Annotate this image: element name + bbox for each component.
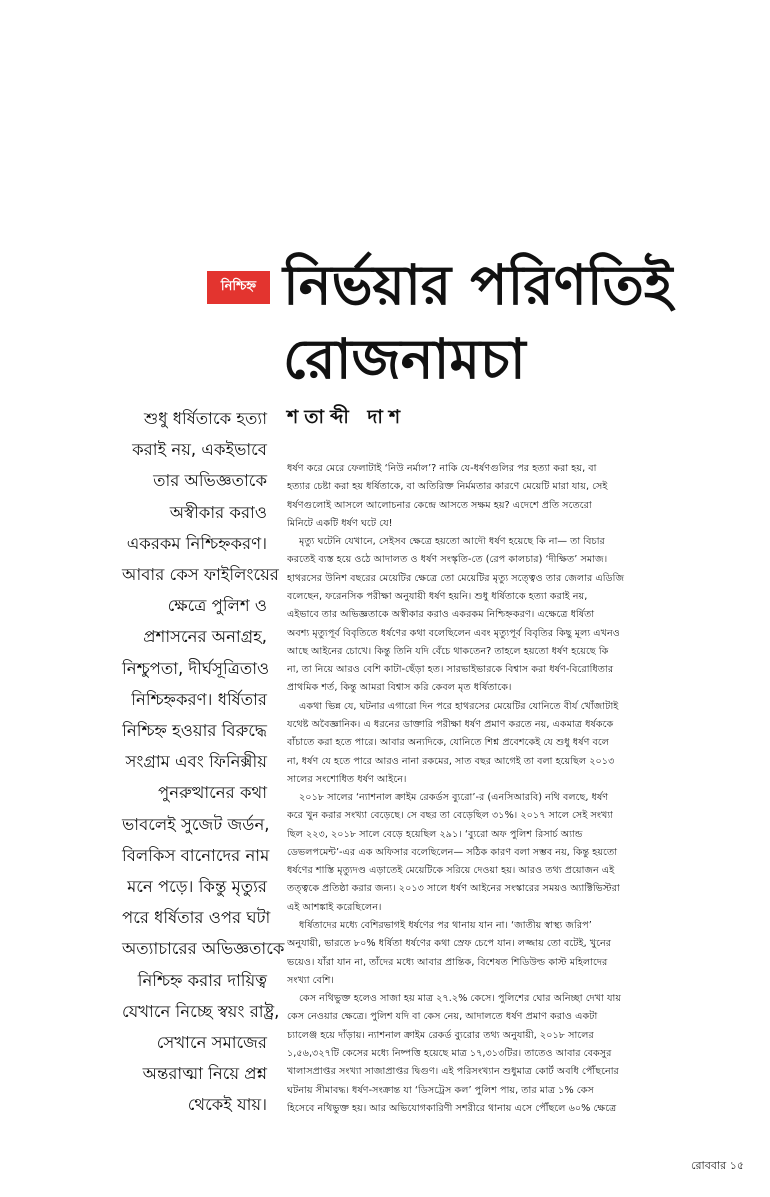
pull-quote-line: নিশ্চিহ্ন করার দায়িত্ব [137, 970, 267, 990]
pull-quote-line: বিলকিস বানোদের নাম [122, 845, 270, 865]
headline [283, 248, 753, 396]
article-line: বাঁচাতে করা হতে পারে। আবার অন্যদিকে, যোনিতে শিশ্ন প্রবেশকেই যে শুধু ধর্ষণ বলে [287, 737, 610, 749]
pull-quote-line: পুনরুত্থানের কথা [158, 783, 267, 803]
article-line: মিনিটে একটি ধর্ষণ ঘটে যে! [287, 517, 393, 529]
article-line: ডেভলপমেন্ট’-এর এক অফিসার বলেছিলেন— সঠিক কারণ বলা সম্ভব নয়, কিন্তু হয়তো [287, 846, 618, 858]
pull-quote-line: পরে ধর্ষিতার ওপর ঘটা [122, 908, 271, 928]
pull-quote-line: অস্বীকার করাও [169, 502, 267, 522]
article-line: হত্যার চেষ্টা করা হয় ধর্ষিতাকে, বা অতিরিক্ত নির্মমতার কারণে মেয়েটি মারা যায়, সেই [287, 481, 608, 493]
article-body [287, 460, 753, 1118]
article-line: প্রাথমিক শর্ত, কিন্তু আমরা বিশ্বাস করি কেবল মৃত ধর্ষিতাকে। [287, 682, 512, 694]
pull-quote-line: নিশ্চিহ্নকরণ। ধর্ষিতার [131, 689, 267, 709]
article-line: করে খুন করার সংখ্যা বেড়েছে। সে বছর তা বেড়েছিল ৩১%। ২০১৭ সালে সেই সংখ্যা [287, 810, 613, 822]
pull-quote-line: আবার কেস ফাইলিংয়ের [122, 565, 279, 585]
article-line: না, তা নিয়ে আরও বেশি কাটা-ছেঁড়া হত। সারভাইভারকে বিশ্বাস করা ধর্ষণ-বিরোধিতার [287, 664, 614, 676]
article-line: বলেছেন, ফরেনসিক পরীক্ষা অনুযায়ী ধর্ষণ হয়নি। শুধু ধর্ষিতাকে হত্যা করাই নয়, [287, 590, 588, 602]
pull-quote [122, 403, 285, 1121]
headline-line: রোজনামচা [283, 327, 526, 391]
article-line: চ্যালেঞ্জ হয়ে দাঁড়ায়। ন্যাশনাল ক্রাইম রেকর্ড ব্যুরোর তথ্য অনুযায়ী, ২০১৮ সালের [287, 1029, 594, 1041]
pull-quote-line: ক্ষেত্রে পুলিশ ও [167, 596, 267, 616]
article-line: ঘটনায় সীমাবদ্ধ। ধর্ষণ-সংক্রান্ত যা ‘ডিসট্রেস কল’ পুলিশ পায়, তার মাত্র ১% কেস [287, 1084, 594, 1096]
article-line: ছিল ২২৩, ২০১৮ সালে বেড়ে হয়েছিল ২৯১। ‘ব্যুরো অফ পুলিশ রিসার্চ অ্যান্ড [287, 828, 583, 840]
article-line: হিসেবে নথিভুক্ত হয়। আর অভিযোগকারিণী সশরীরে থানায় এসে পৌঁছলে ৬০% ক্ষেত্রে [287, 1102, 617, 1114]
section-tag: নিশ্চিহ্ন [207, 271, 270, 304]
article-line: ১,৫৬,৩২৭টি কেসের মধ্যে নিষ্পত্তি হয়েছে মাত্র ১৭,৩১৩টির। তাতেও আবার বেকসুর [287, 1048, 612, 1059]
page-footer: রোববার ১৫ [691, 1159, 744, 1172]
pull-quote-line: অন্তরাত্মা নিয়ে প্রশ্ন [142, 1064, 267, 1084]
pull-quote-line: শুধু ধর্ষিতাকে হত্যা [144, 409, 267, 428]
pull-quote-line: থেকেই যায়। [187, 1095, 267, 1115]
article-line: আছে আইনের চোখে। কিন্তু তিনি যদি বেঁচে থাকতেন? তাহলে হয়তো ধর্ষণ হয়েছে কি [287, 645, 609, 657]
pull-quote-line: সেখানে সমাজের [156, 1033, 267, 1053]
pull-quote-line: সংগ্রাম এবং ফিনিক্সীয় [125, 752, 267, 772]
pull-quote-line: একরকম নিশ্চিহ্নকরণ। [126, 533, 267, 553]
article-line: এই আশঙ্কাই করেছিলেন। [287, 901, 382, 913]
article-line: যথেষ্ট অবৈজ্ঞানিক। এ ধরনের ডাক্তারি পরীক্ষা ধর্ষণ প্রমাণ করতে নয়, একমাত্র ধর্ষককে [287, 718, 614, 730]
article-line: করতেই ব্যস্ত হয়ে ওঠে আদালত ও ধর্ষণ সংস্কৃতি-তে (রেপ কালচার) ‘দীক্ষিত’ সমাজ। [287, 554, 608, 566]
article-line: সংখ্যা বেশি। [287, 974, 334, 986]
article-line: ধর্ষণের শাস্তি মৃত্যুদণ্ড এড়াতেই মেয়েটিকে সরিয়ে দেওয়া হয়। আরও তথ্য প্রয়োজন এই [287, 865, 615, 877]
pull-quote-line: ভাবলেই সুজেট জর্ডন, [122, 814, 270, 834]
article-line: ধর্ষণ করে মেরে ফেলাটাই ‘নিউ নর্মাল’? নাকি যে-ধর্ষণগুলির পর হত্যা করা হয়, বা [287, 463, 597, 474]
article-line: খালাসপ্রাপ্তর সংখ্যা সাজাপ্রাপ্তর দ্বিগুণ। এই পরিসংখ্যান শুধুমাত্র কোর্ট অবধি পৌঁছনোর [287, 1066, 619, 1078]
pull-quote-line: নিশ্চুপতা, দীর্ঘসূত্রিতাও [122, 658, 270, 678]
pull-quote-line: অত্যাচারের অভিজ্ঞতাকে [122, 939, 285, 959]
article-line: ধর্ষণগুলোই আসলে আলোচনার কেন্দ্রে আসতে সক্ষম হয়? এদেশে প্রতি সতেরো [287, 499, 592, 511]
pull-quote-line: নিশ্চিহ্ন হওয়ার বিরুদ্ধে [122, 721, 267, 741]
article-line: অনুযায়ী, ভারতে ৮০% ধর্ষিতা ধর্ষণের কথা স্রেফ চেপে যান। লজ্জায় তো বটেই, খুনের [287, 938, 612, 950]
article-line: একথা ভিন্ন যে, ঘটনার এগারো দিন পরে হাথরসের মেয়েটির যোনিতে বীর্য খোঁজাটাই [299, 700, 619, 712]
headline-line: নির্ভয়ার পরিণতিই [283, 253, 673, 317]
pull-quote-line: প্রশাসনের অনাগ্রহ, [143, 627, 267, 647]
author-byline: শতাব্দী দাশ [287, 406, 407, 428]
article-line: কেস নথিভুক্ত হলেও সাজা হয় মাত্র ২৭.২% কেসে। পুলিশের ঘোর অনিচ্ছা দেখা যায় [299, 993, 622, 1005]
pull-quote-line: যেখানে নিচ্ছে স্বয়ং রাষ্ট্র, [122, 1001, 280, 1021]
article-line: হাথরসের উনিশ বছরের মেয়েটির ক্ষেত্রে তো মেয়েটির মৃত্যু সত্ত্বেও তার জেলার এডিজি [287, 572, 625, 584]
article-line: ভয়েও। যাঁরা যান না, তাঁদের মধ্যে আবার প্রান্তিক, বিশেষত শিডিউল্ড কাস্ট মহিলাদের [287, 956, 608, 968]
article-line: অবশ্য মৃত্যুপূর্ব বিবৃতিতে ধর্ষণের কথা বলেছিলেন এবং মৃত্যুপূর্ব বিবৃতির কিছু মূল্য এখনও [287, 627, 620, 639]
article-line: না, ধর্ষণ যে হতে পারে আরও নানা রকমের, সাত বছর আগেই তা বলা হয়েছিল ২০১৩ [287, 755, 615, 767]
article-line: তত্ত্বকে প্রতিষ্ঠা করার জন্য। ২০১৩ সালে ধর্ষণ আইনের সংস্কারের সময়ও অ্যাক্টিভিস্টরা [287, 883, 620, 895]
article-line: মৃত্যু ঘটেনি যেখানে, সেইসব ক্ষেত্রে হয়তো আদৌ ধর্ষণ হয়েছে কি না— তা বিচার [299, 536, 605, 548]
pull-quote-line: মনে পড়ে। কিন্তু মৃত্যুর [127, 877, 267, 897]
article-line: এইভাবে তার অভিজ্ঞতাকে অস্বীকার করাও একরকম নিশ্চিহ্নকরণ। এক্ষেত্রে ধর্ষিতা [287, 609, 595, 621]
article-line: সালের সংশোধিত ধর্ষণ আইনে। [287, 773, 407, 785]
pull-quote-line: তার অভিজ্ঞতাকে [153, 471, 267, 491]
article-line: ২০১৮ সালের ‘ন্যাশনাল ক্রাইম রেকর্ডস ব্যুরো’-র (এনসিআরবি) নথি বলছে, ধর্ষণ [299, 792, 609, 804]
article-line: ধর্ষিতাদের মধ্যে বেশিরভাগই ধর্ষণের পর থানায় যান না। ‘জাতীয় স্বাস্থ্য জরিপ’ [299, 920, 592, 932]
article-line: কেস নেওয়ার ক্ষেত্রে। পুলিশ যদি বা কেস নেয়, আদালতে ধর্ষণ প্রমাণ করাও একটা [287, 1011, 598, 1023]
pull-quote-line: করাই নয়, একইভাবে [132, 440, 267, 460]
